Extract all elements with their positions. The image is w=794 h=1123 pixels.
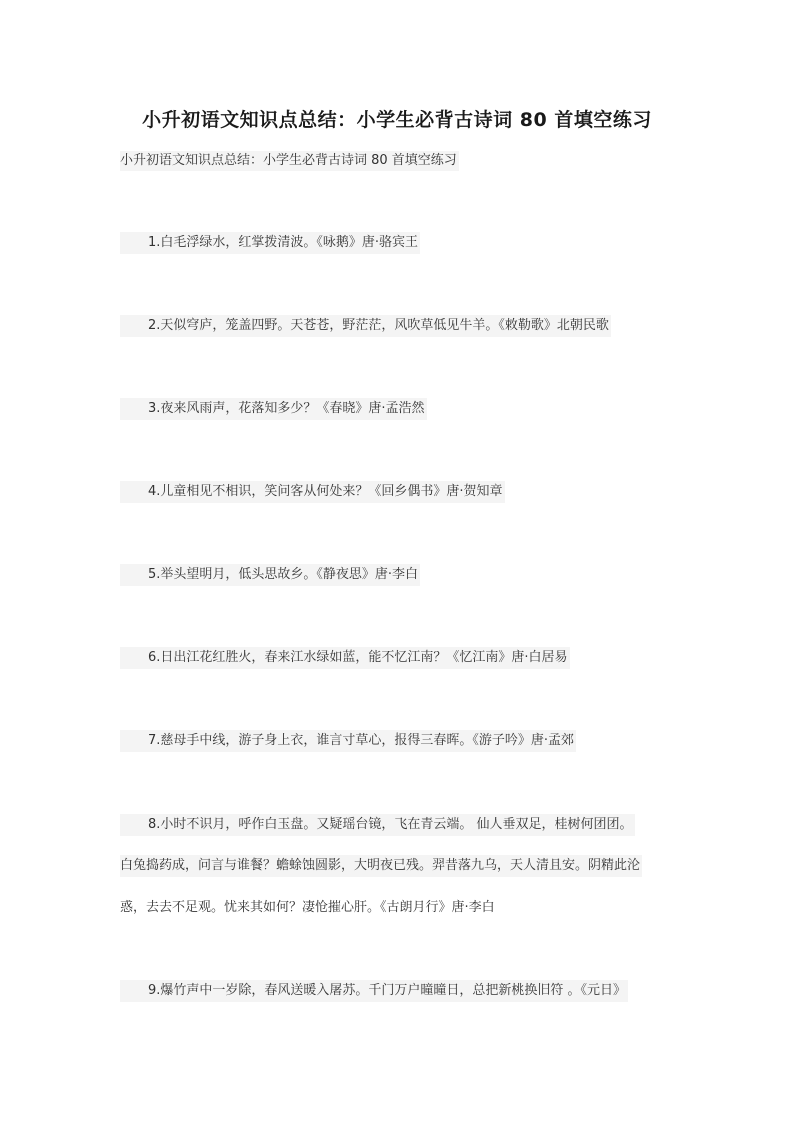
poem-item-9: 9.爆竹声中一岁除，春风送暖入屠苏。千门万户曈曈日，总把新桃换旧符 。《元日》	[120, 980, 628, 1002]
poem-item-4: 4.儿童相见不相识，笑问客从何处来？《回乡偶书》唐·贺知章	[120, 481, 505, 503]
document-subtitle: 小升初语文知识点总结：小学生必背古诗词 80 首填空练习	[120, 151, 459, 171]
poem-item-1: 1.白毛浮绿水，红掌拨清波。《咏鹅》唐·骆宾王	[120, 232, 420, 254]
poem-item-7: 7.慈母手中线，游子身上衣，谁言寸草心，报得三春晖。《游子吟》唐·孟郊	[120, 730, 576, 752]
document-title: 小升初语文知识点总结：小学生必背古诗词 80 首填空练习	[142, 109, 652, 131]
poem-item-6: 6.日出江花红胜火，春来江水绿如蓝，能不忆江南？《忆江南》唐·白居易	[120, 647, 570, 669]
poem-item-8-line-2: 白兔捣药成，问言与谁餐？蟾蜍蚀圆影，大明夜已残。羿昔落九乌，天人清且安。阴精此沦	[120, 855, 642, 877]
poem-item-3: 3.夜来风雨声，花落知多少？《春晓》唐·孟浩然	[120, 398, 427, 420]
poem-item-5: 5.举头望明月，低头思故乡。《静夜思》唐·李白	[120, 564, 420, 586]
poem-item-2: 2.天似穹庐，笼盖四野。天苍苍，野茫茫，风吹草低见牛羊。《敕勒歌》北朝民歌	[120, 315, 611, 337]
poem-item-8-line-3: 惑，去去不足观。忧来其如何？凄怆摧心肝。《古朗月行》唐·李白	[120, 900, 495, 915]
poem-item-8-line-1: 8.小时不识月，呼作白玉盘。又疑瑶台镜，飞在青云端。 仙人垂双足，桂树何团团。	[120, 814, 635, 836]
